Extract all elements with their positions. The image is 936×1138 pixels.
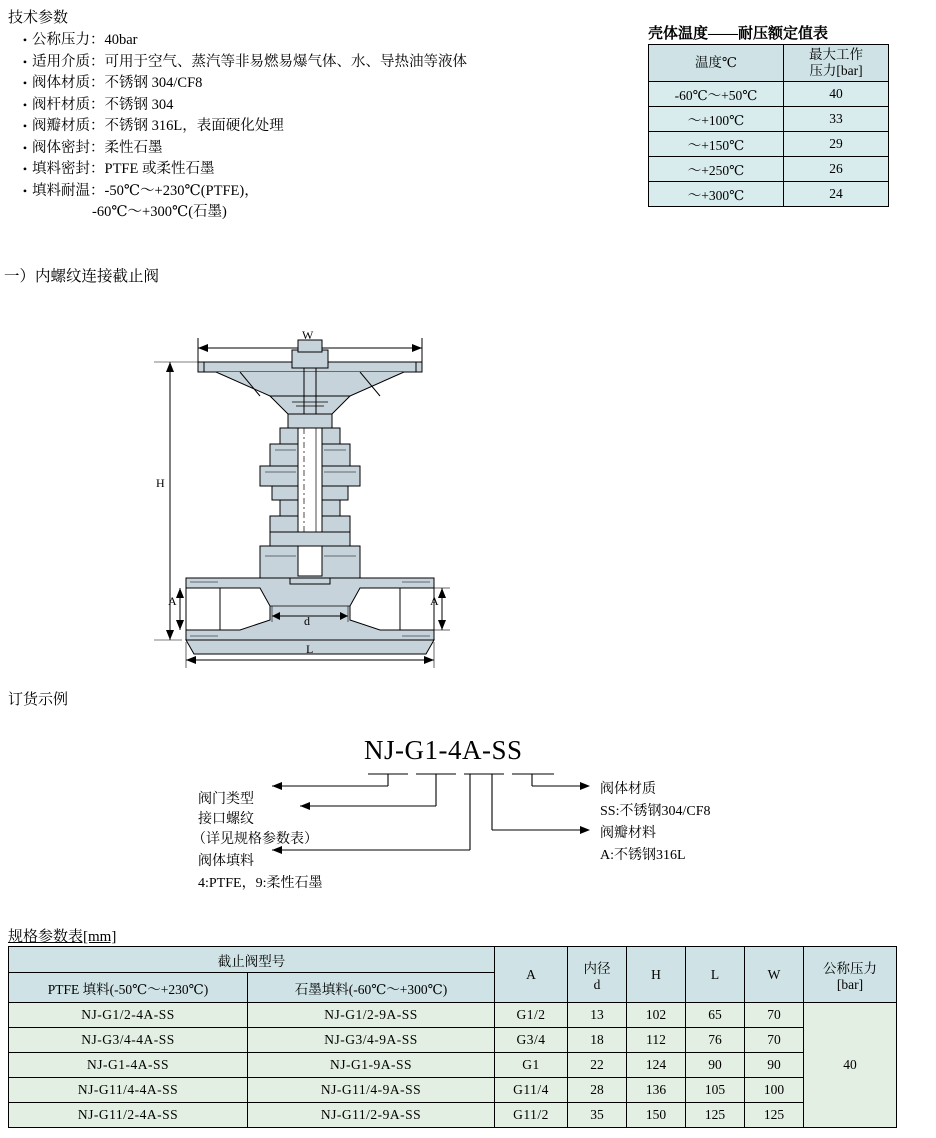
- dim-label-w: W: [302, 328, 314, 342]
- table-row: [649, 132, 889, 157]
- list-item: [18, 30, 638, 52]
- table-row: [9, 1078, 897, 1103]
- callout-valve-packing: 阀体填料: [198, 854, 254, 869]
- cell-d: 22: [568, 1053, 627, 1078]
- pressure-table-title: 壳体温度——耐压额定值表: [648, 26, 829, 42]
- table-header-row: [649, 45, 889, 82]
- callout-disc-material: 阀瓣材料: [600, 826, 656, 841]
- ordering-code: NJ-G1-4A-SS: [364, 735, 523, 765]
- cell-L: 105: [686, 1078, 745, 1103]
- table-row: [9, 1003, 897, 1028]
- column-header-L: L: [686, 947, 745, 1003]
- column-group-header-model: 截止阀型号: [9, 947, 495, 973]
- cell-model-ptfe: NJ-G1/2-4A-SS: [9, 1003, 248, 1028]
- dim-label-l: L: [306, 642, 314, 656]
- tech-value: PTFE 或柔性石墨: [104, 161, 215, 177]
- cell-pressure: 33: [784, 107, 889, 132]
- cell-H: 150: [627, 1103, 686, 1128]
- list-item: [18, 73, 638, 95]
- tech-value: 不锈钢 304/CF8: [104, 75, 203, 91]
- list-item: [18, 159, 638, 181]
- column-header-graphite-packing: 石墨填料(-60℃～+300℃): [248, 973, 495, 1003]
- cell-pressure: 26: [784, 157, 889, 182]
- list-item: [18, 52, 638, 74]
- tech-label: 阀体密封：: [32, 139, 105, 156]
- bullet-icon: •: [22, 33, 28, 47]
- table-row: [9, 1053, 897, 1078]
- cell-model-ptfe: NJ-G3/4-4A-SS: [9, 1028, 248, 1053]
- callout-see-spec-table: （详见规格参数表）: [192, 832, 318, 847]
- dim-label-a-left: A: [168, 594, 177, 608]
- callout-thread-interface: 接口螺纹: [198, 812, 254, 827]
- column-header-temp: 温度℃: [649, 45, 784, 82]
- cell-W: 70: [745, 1028, 804, 1053]
- tech-label: 阀杆材质：: [32, 96, 105, 113]
- cell-L: 76: [686, 1028, 745, 1053]
- column-header-d: [568, 947, 627, 1003]
- cell-L: 65: [686, 1003, 745, 1028]
- table-row: [649, 157, 889, 182]
- cell-A: G11/2: [495, 1103, 568, 1128]
- tech-params-title: 技术参数: [8, 10, 69, 26]
- column-header-A: A: [495, 947, 568, 1003]
- cell-W: 70: [745, 1003, 804, 1028]
- cell-L: 125: [686, 1103, 745, 1128]
- tech-label: 填料耐温：: [32, 182, 105, 199]
- tech-value: 40bar: [104, 32, 138, 48]
- cell-A: G1: [495, 1053, 568, 1078]
- cell-A: G1/2: [495, 1003, 568, 1028]
- bullet-icon: •: [22, 140, 28, 155]
- cell-temp: ～+250℃: [649, 157, 784, 182]
- cell-H: 124: [627, 1053, 686, 1078]
- cell-temp: -60℃～+50℃: [649, 82, 784, 107]
- tech-label: 阀体材质：: [32, 75, 105, 91]
- cell-model-ptfe: NJ-G11/4-4A-SS: [9, 1078, 248, 1103]
- callout-packing-options: 4:PTFE，9:柔性石墨: [198, 876, 323, 891]
- cell-temp: ～+150℃: [649, 132, 784, 157]
- column-header-pressure-line1: 最大工作: [809, 47, 863, 62]
- column-header-pressure-line2: [bar]: [836, 976, 864, 992]
- list-item: [18, 138, 638, 160]
- tech-label: 适用介质：: [32, 53, 105, 70]
- tech-value: 可用于空气、蒸汽等非易燃易爆气体、水、导热油等液体: [104, 53, 467, 70]
- tech-value: 不锈钢 304: [104, 96, 174, 113]
- tech-value: -50℃～+230℃(PTFE)，: [104, 182, 259, 199]
- cell-pressure: 24: [784, 182, 889, 207]
- bullet-icon: •: [22, 54, 28, 69]
- bullet-icon: •: [22, 97, 28, 112]
- column-header-W: W: [745, 947, 804, 1003]
- cell-model-graphite: NJ-G1-9A-SS: [248, 1053, 495, 1078]
- tech-value: 柔性石墨: [104, 139, 163, 156]
- bullet-icon: •: [22, 162, 28, 176]
- cell-W: 90: [745, 1053, 804, 1078]
- table-row: [649, 107, 889, 132]
- cell-A: G3/4: [495, 1028, 568, 1053]
- column-header-pressure-line1: 公称压力: [823, 960, 877, 976]
- cell-A: G11/4: [495, 1078, 568, 1103]
- table-header-row-group: [9, 947, 897, 973]
- list-item: [18, 181, 638, 203]
- cell-model-graphite: NJ-G1/2-9A-SS: [248, 1003, 495, 1028]
- callout-valve-type: 阀门类型: [198, 792, 254, 807]
- dim-label-h: H: [156, 476, 165, 490]
- cell-model-graphite: NJ-G11/2-9A-SS: [248, 1103, 495, 1128]
- cell-d: 13: [568, 1003, 627, 1028]
- cell-W: 125: [745, 1103, 804, 1128]
- column-header-nominal-pressure: [804, 947, 897, 1003]
- bullet-icon: •: [22, 76, 28, 90]
- tech-label: 填料密封：: [32, 161, 105, 177]
- dim-label-a-right: A: [430, 594, 439, 608]
- cell-d: 35: [568, 1103, 627, 1128]
- cell-W: 100: [745, 1078, 804, 1103]
- list-item: [18, 116, 638, 138]
- bullet-icon: •: [22, 119, 28, 133]
- dim-label-d: d: [304, 614, 310, 628]
- spec-table: [8, 946, 897, 1128]
- table-row: [9, 1103, 897, 1128]
- section-title-threaded-globe-valve: 一）内螺纹连接截止阀: [4, 268, 160, 285]
- cell-H: 136: [627, 1078, 686, 1103]
- tech-label: 阀瓣材质：: [32, 118, 105, 134]
- cell-d: 28: [568, 1078, 627, 1103]
- callout-disc-material-code: A:不锈钢316L: [600, 848, 686, 863]
- cell-model-graphite: NJ-G3/4-9A-SS: [248, 1028, 495, 1053]
- cell-H: 112: [627, 1028, 686, 1053]
- tech-extra-line: -60℃～+300℃(石墨): [92, 204, 227, 220]
- spec-table-title: 规格参数表[mm]: [8, 929, 117, 945]
- pressure-rating-table: [648, 44, 889, 207]
- cell-pressure: 40: [784, 82, 889, 107]
- cell-temp: ～+100℃: [649, 107, 784, 132]
- list-item: [18, 95, 638, 117]
- cell-temp: ～+300℃: [649, 182, 784, 207]
- tech-label: 公称压力：: [32, 32, 105, 48]
- cell-d: 18: [568, 1028, 627, 1053]
- callout-body-material-code: SS:不锈钢304/CF8: [600, 804, 711, 819]
- cell-L: 90: [686, 1053, 745, 1078]
- column-header-d-line1: 内径: [583, 960, 611, 976]
- table-row: [649, 182, 889, 207]
- cell-model-ptfe: NJ-G1-4A-SS: [9, 1053, 248, 1078]
- table-row: [649, 82, 889, 107]
- column-header-pressure: [784, 45, 889, 82]
- column-header-pressure-line2: 压力[bar]: [809, 63, 863, 78]
- cell-pressure: 29: [784, 132, 889, 157]
- table-row: [9, 1028, 897, 1053]
- ordering-example-title: 订货示例: [8, 692, 69, 708]
- tech-value: 不锈钢 316L，表面硬化处理: [104, 118, 284, 134]
- column-header-H: H: [627, 947, 686, 1003]
- tech-params-list: [18, 30, 638, 224]
- cell-H: 102: [627, 1003, 686, 1028]
- column-header-d-line2: d: [593, 976, 601, 992]
- column-header-ptfe-packing: PTFE 填料(-50℃～+230℃): [9, 973, 248, 1003]
- ordering-callout-lines: [0, 720, 936, 910]
- valve-technical-drawing: [120, 310, 500, 670]
- cell-model-graphite: NJ-G11/4-9A-SS: [248, 1078, 495, 1103]
- valve-drawing-svg: [120, 310, 500, 670]
- bullet-icon: •: [22, 183, 28, 198]
- cell-model-ptfe: NJ-G11/2-4A-SS: [9, 1103, 248, 1128]
- callout-body-material: 阀体材质: [600, 782, 656, 797]
- cell-nominal-pressure: 40: [804, 1003, 897, 1128]
